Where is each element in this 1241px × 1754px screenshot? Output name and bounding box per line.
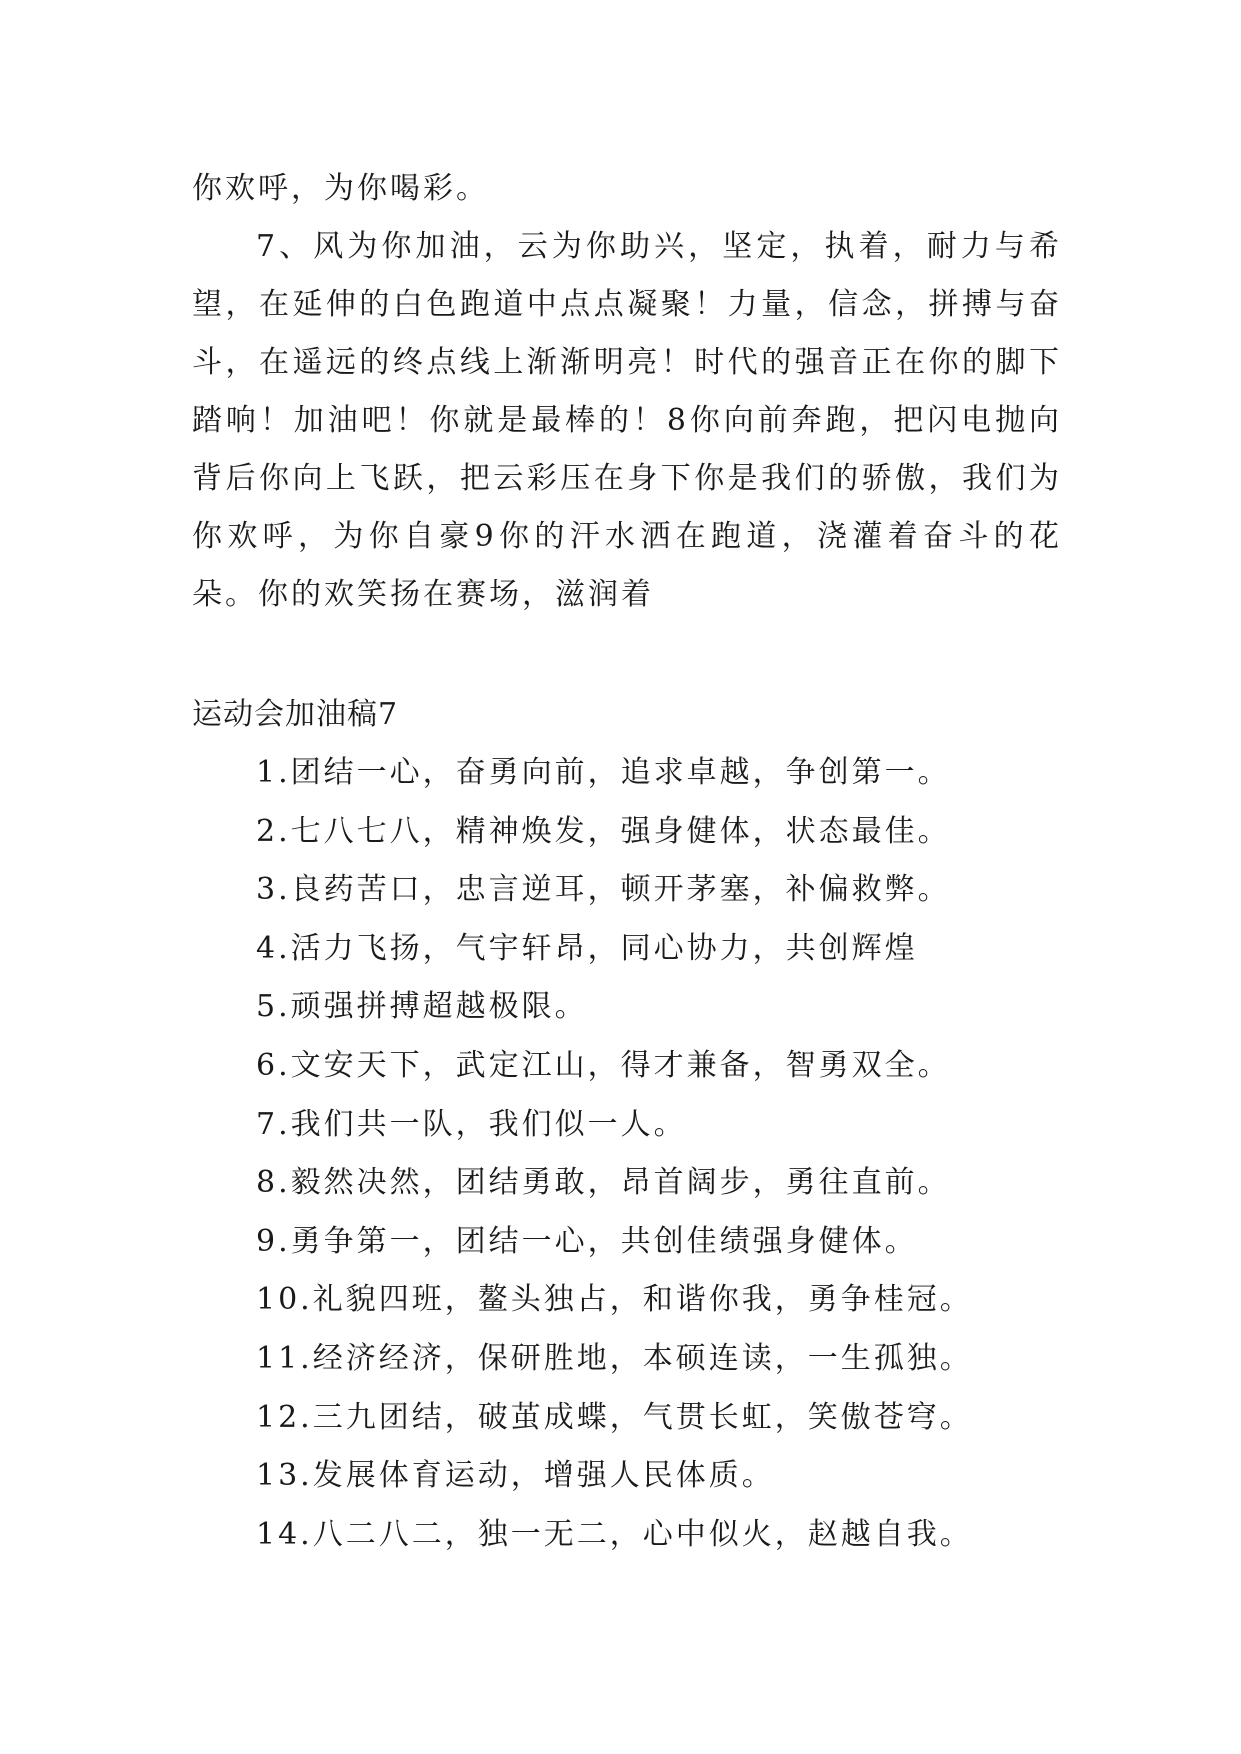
list-item: 13.发展体育运动，增强人民体质。 (256, 1458, 775, 1494)
list-item: 14.八二八二，独一无二，心中似火，赵越自我。 (256, 1516, 973, 1552)
continuation-line: 你欢呼，为你喝彩。 (192, 171, 489, 206)
list-item: 7.我们共一队，我们似一人。 (256, 1106, 687, 1142)
list-item: 6.文安天下，武定江山，得才兼备，智勇双全。 (256, 1047, 951, 1083)
list-item: 3.良药苦口，忠言逆耳，顿开茅塞，补偏救弊。 (256, 872, 951, 908)
list-item: 10.礼貌四班，鳌头独占，和谐你我，勇争桂冠。 (256, 1282, 973, 1318)
section-title: 运动会加油稿7 (192, 697, 399, 732)
list-item: 2.七八七八，精神焕发，强身健体，状态最佳。 (256, 813, 951, 849)
list-item: 8.毅然决然，团结勇敢，昂首阔步，勇往直前。 (256, 1165, 951, 1201)
list-item: 12.三九团结，破茧成蝶，气贯长虹，笑傲苍穹。 (256, 1399, 973, 1435)
list-item: 11.经济经济，保研胜地，本硕连读，一生孤独。 (256, 1340, 973, 1376)
list-item: 9.勇争第一，团结一心，共创佳绩强身健体。 (256, 1223, 918, 1259)
paragraph-7: 7、风为你加油，云为你助兴，坚定，执着，耐力与希望，在延伸的白色跑道中点点凝聚！力量，信念，拼搏与奋斗，在遥远的终点线上渐渐明亮！时代的强音正在你的脚下踏响！加油吧！你就是最棒的！8你向前奔跑，把闪电抛向背后你向上飞跃，把云彩压在身下你是我们的骄傲，我们为你欢呼，为你自豪9你的汗水洒在跑道，浇灌着奋斗的花朵。你的欢笑扬在赛场，滋润着 (192, 229, 1062, 612)
paragraph-block (192, 218, 1062, 624)
list-item: 1.团结一心，奋勇向前，追求卓越，争创第一。 (256, 755, 951, 790)
list-item: 5.顽强拼搏超越极限。 (256, 989, 588, 1025)
slogan-list (256, 744, 973, 1564)
list-item: 4.活力飞扬，气宇轩昂，同心协力，共创辉煌 (256, 930, 918, 966)
